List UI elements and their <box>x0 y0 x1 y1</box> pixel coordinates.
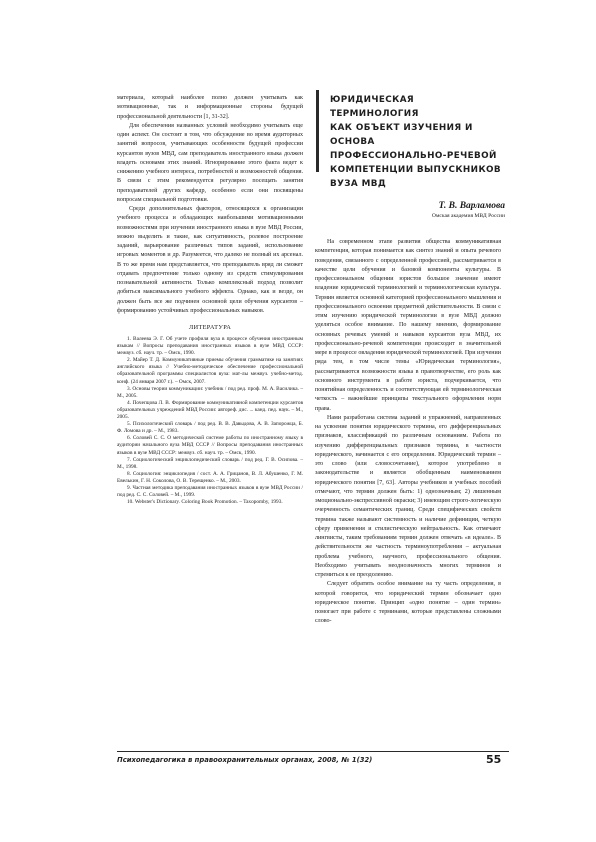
reference-item: 7. Социологический энциклопедический словарь / под ред. Г. В. Осипова. – М., 1998. <box>117 456 303 470</box>
title-line: ПРОФЕССИОНАЛЬНО-РЕЧЕВОЙ <box>330 151 497 161</box>
author-affiliation: Омская академия МВД России <box>431 213 505 219</box>
left-column <box>117 94 303 506</box>
reference-item: 5. Психологический словарь / под ред. В. В. Давыдова, А. В. Запорожца, Б. Ф. Ломова и др. – М., 1983. <box>117 421 303 435</box>
article-author: Т. В. Варламова <box>438 201 505 211</box>
journal-footer: Психопедагогика в правоохранительных органах, 2008, № 1(32) <box>117 756 373 764</box>
references-list <box>117 336 303 506</box>
title-line: ЮРИДИЧЕСКАЯ ТЕРМИНОЛОГИЯ <box>330 95 419 119</box>
reference-item: 2. Майер Т. Д. Коммуникативные приемы обучения грамматике на занятиях английского языка // Учебно-методическое обеспечение профессиональной образовательной программы специалистов вуза: мат-лы межвуз. учебно-метод. конф. (24 января 2007 г.). – Омск, 2007. <box>117 357 303 385</box>
article-title <box>330 93 506 191</box>
title-line: КОМПЕТЕНЦИИ ВЫПУСКНИКОВ ВУЗА МВД <box>330 165 502 189</box>
page-number: 55 <box>486 753 502 766</box>
body-paragraph: На современном этапе развития общества коммуникативная компетенция, которая понимается как синтез знаний и опыта речевого поведения, связанного с определенной профессией, рассматривается в качестве цели обучения и базовой компоненты культуры. В профессиональном общении юристов большое значение имеют владение юридической терминологией и терминологическая культура. Термин является основной категорией профессионального мышления и профессионального освоения предметной действительности. В связи с этим изучению юридической терминологии в вузе МВД должно уделяться особое внимание. По нашему мнению, формирование основных речевых умений и навыков курсантов вуза МВД, их профессионально-речевой компетенции происходит в значительной мере в процессе овладения юридической терминологией. При изучении ряда тем, в том числе темы «Юридическая терминология», рассматриваются возможности языка в правотворчестве, его роль как основного инструмента в работе юриста, подчеркивается, что понятийная определенность и соответствующая ей терминологическая четкость – важнейшие принципы текстуального оформления норм права. <box>315 239 501 412</box>
body-paragraph: Среди дополнительных факторов, относящихся к организации учебного процесса и обладающих наибольшими мотивационными возможностями при изучении иностранного языка в вузе МВД России, можно выделить и такие, как ситуативность, ролевое построение заданий, варьирование различных типов заданий, использование игровых моментов и др. Разумеется, что далеко не полный их арсенал. В то же время нам представляется, что преподаватель вряд ли сможет отдавать предпочтение только одному из средств стимулирования познавательной активности. Только комплексный подход позволит добиться максимального учебного эффекта. Однако, как и везде, он должен быть все же подчинен основной цели обучения курсантов – формированию устойчивых профессиональных навыков. <box>117 206 303 314</box>
footer-divider <box>117 751 509 752</box>
reference-item: 3. Основы теории коммуникации: учебник / под ред. проф. М. А. Василика. – М., 2005. <box>117 385 303 399</box>
title-accent-bar <box>316 90 319 172</box>
body-paragraph: Следует обратить особое внимание на ту часть определения, в которой говорится, что юридический термин обозначает одно юридическое понятие. Принцип «одно понятие – один термин» помогает при работе с терминами, которые представлены сложными слово- <box>315 581 501 625</box>
body-paragraph: Нами разработана система заданий и упражнений, направленных на усвоение понятия юридического термина, его дифференциальных признаков, классификаций по различным основаниям. Работа по изучению дифференциальных признаков термина, в частности юридического, начинается с его определения. Юридический термин – это слово (или словосочетание), которое употреблено в законодательстве и является обобщенным наименованием юридического понятия [7, 63]. Авторы учебников и учебных пособий отмечают, что термин должен быть: 1) однозначным; 2) лишенным эмоционально-экспрессивной окраски; 3) имеющим строго-логическую очерченность семантических границ. Среди специфических свойств термина также называют системность и наличие дефиниции, четкую сферу применения и стилистическую нейтральность. Как отмечают лингвисты, таким требованиям термин должен отвечать «в идеале». В действительности же частность терминоупотребления – актуальная проблема учебного, научного, профессионального общения. Необходимо учитывать неоднозначность многих терминов и стремиться к ее преодолению. <box>315 414 501 578</box>
title-line: КАК ОБЪЕКТ ИЗУЧЕНИЯ И ОСНОВА <box>330 123 473 147</box>
body-paragraph: материала, который наиболее полно должен учитывать как мотивационные, так и информационные стороны будущей профессиональной деятельности [1, 31-32]. <box>117 95 303 120</box>
body-paragraph: Для обеспечения названных условий необходимо учитывать еще один аспект. Он состоит в том, что обсуждение во время аудиторных занятий вопросов, учитывающих особенности будущей профессии курсантов вузов МВД, сам преподаватель иностранного языка должен владеть основами этих знаний. Игнорирование этого факта ведет к снижению учебного интереса, потребностей и возможностей общения. В связи с этим рекомендуется регулярно посещать занятия преподавателей других кафедр, особенно если они посвящены вопросам специальной подготовки. <box>117 122 303 203</box>
reference-item: 10. Webster's Dictionary. Coloring Book Promotion. – Taxopomby, 1993. <box>127 499 283 506</box>
reference-item: 9. Частная методика преподавания иностранных языков в вузе МВД России / под ред. С. С. Соловей. – М., 1999. <box>117 484 303 499</box>
right-column <box>315 238 501 627</box>
references-heading: ЛИТЕРАТУРА <box>188 324 232 331</box>
reference-item: 8. Социология: энциклопедия / сост. А. А. Грицанов, В. Л. Абушенко, Г. М. Евелькин, Г. Н. Соколова, О. В. Терещенко. – М., 2003. <box>117 470 303 484</box>
reference-item: 6. Соловей С. С. О методической системе работы по иностранному языку в аудитории начального вуза МВД СССР // Вопросы преподавания иностранных языков в вузе МВД СССР: межвуз. сб. науч. тр. – Омск, 1990. <box>117 435 303 456</box>
reference-item: 1. Валеева Э. Г. Об учете профиля вуза в процессе обучения иностранным языкам // Вопросы преподавания иностранных языков в вузе МВД СССР: межвуз. сб. науч. тр. – Омск, 1990. <box>117 336 303 357</box>
reference-item: 4. Почепцова Л. В. Формирование коммуникативной компетенции курсантов образовательных учреждений МВД России: автореф. дис. ... канд. пед. наук. – М., 2005. <box>117 399 303 421</box>
